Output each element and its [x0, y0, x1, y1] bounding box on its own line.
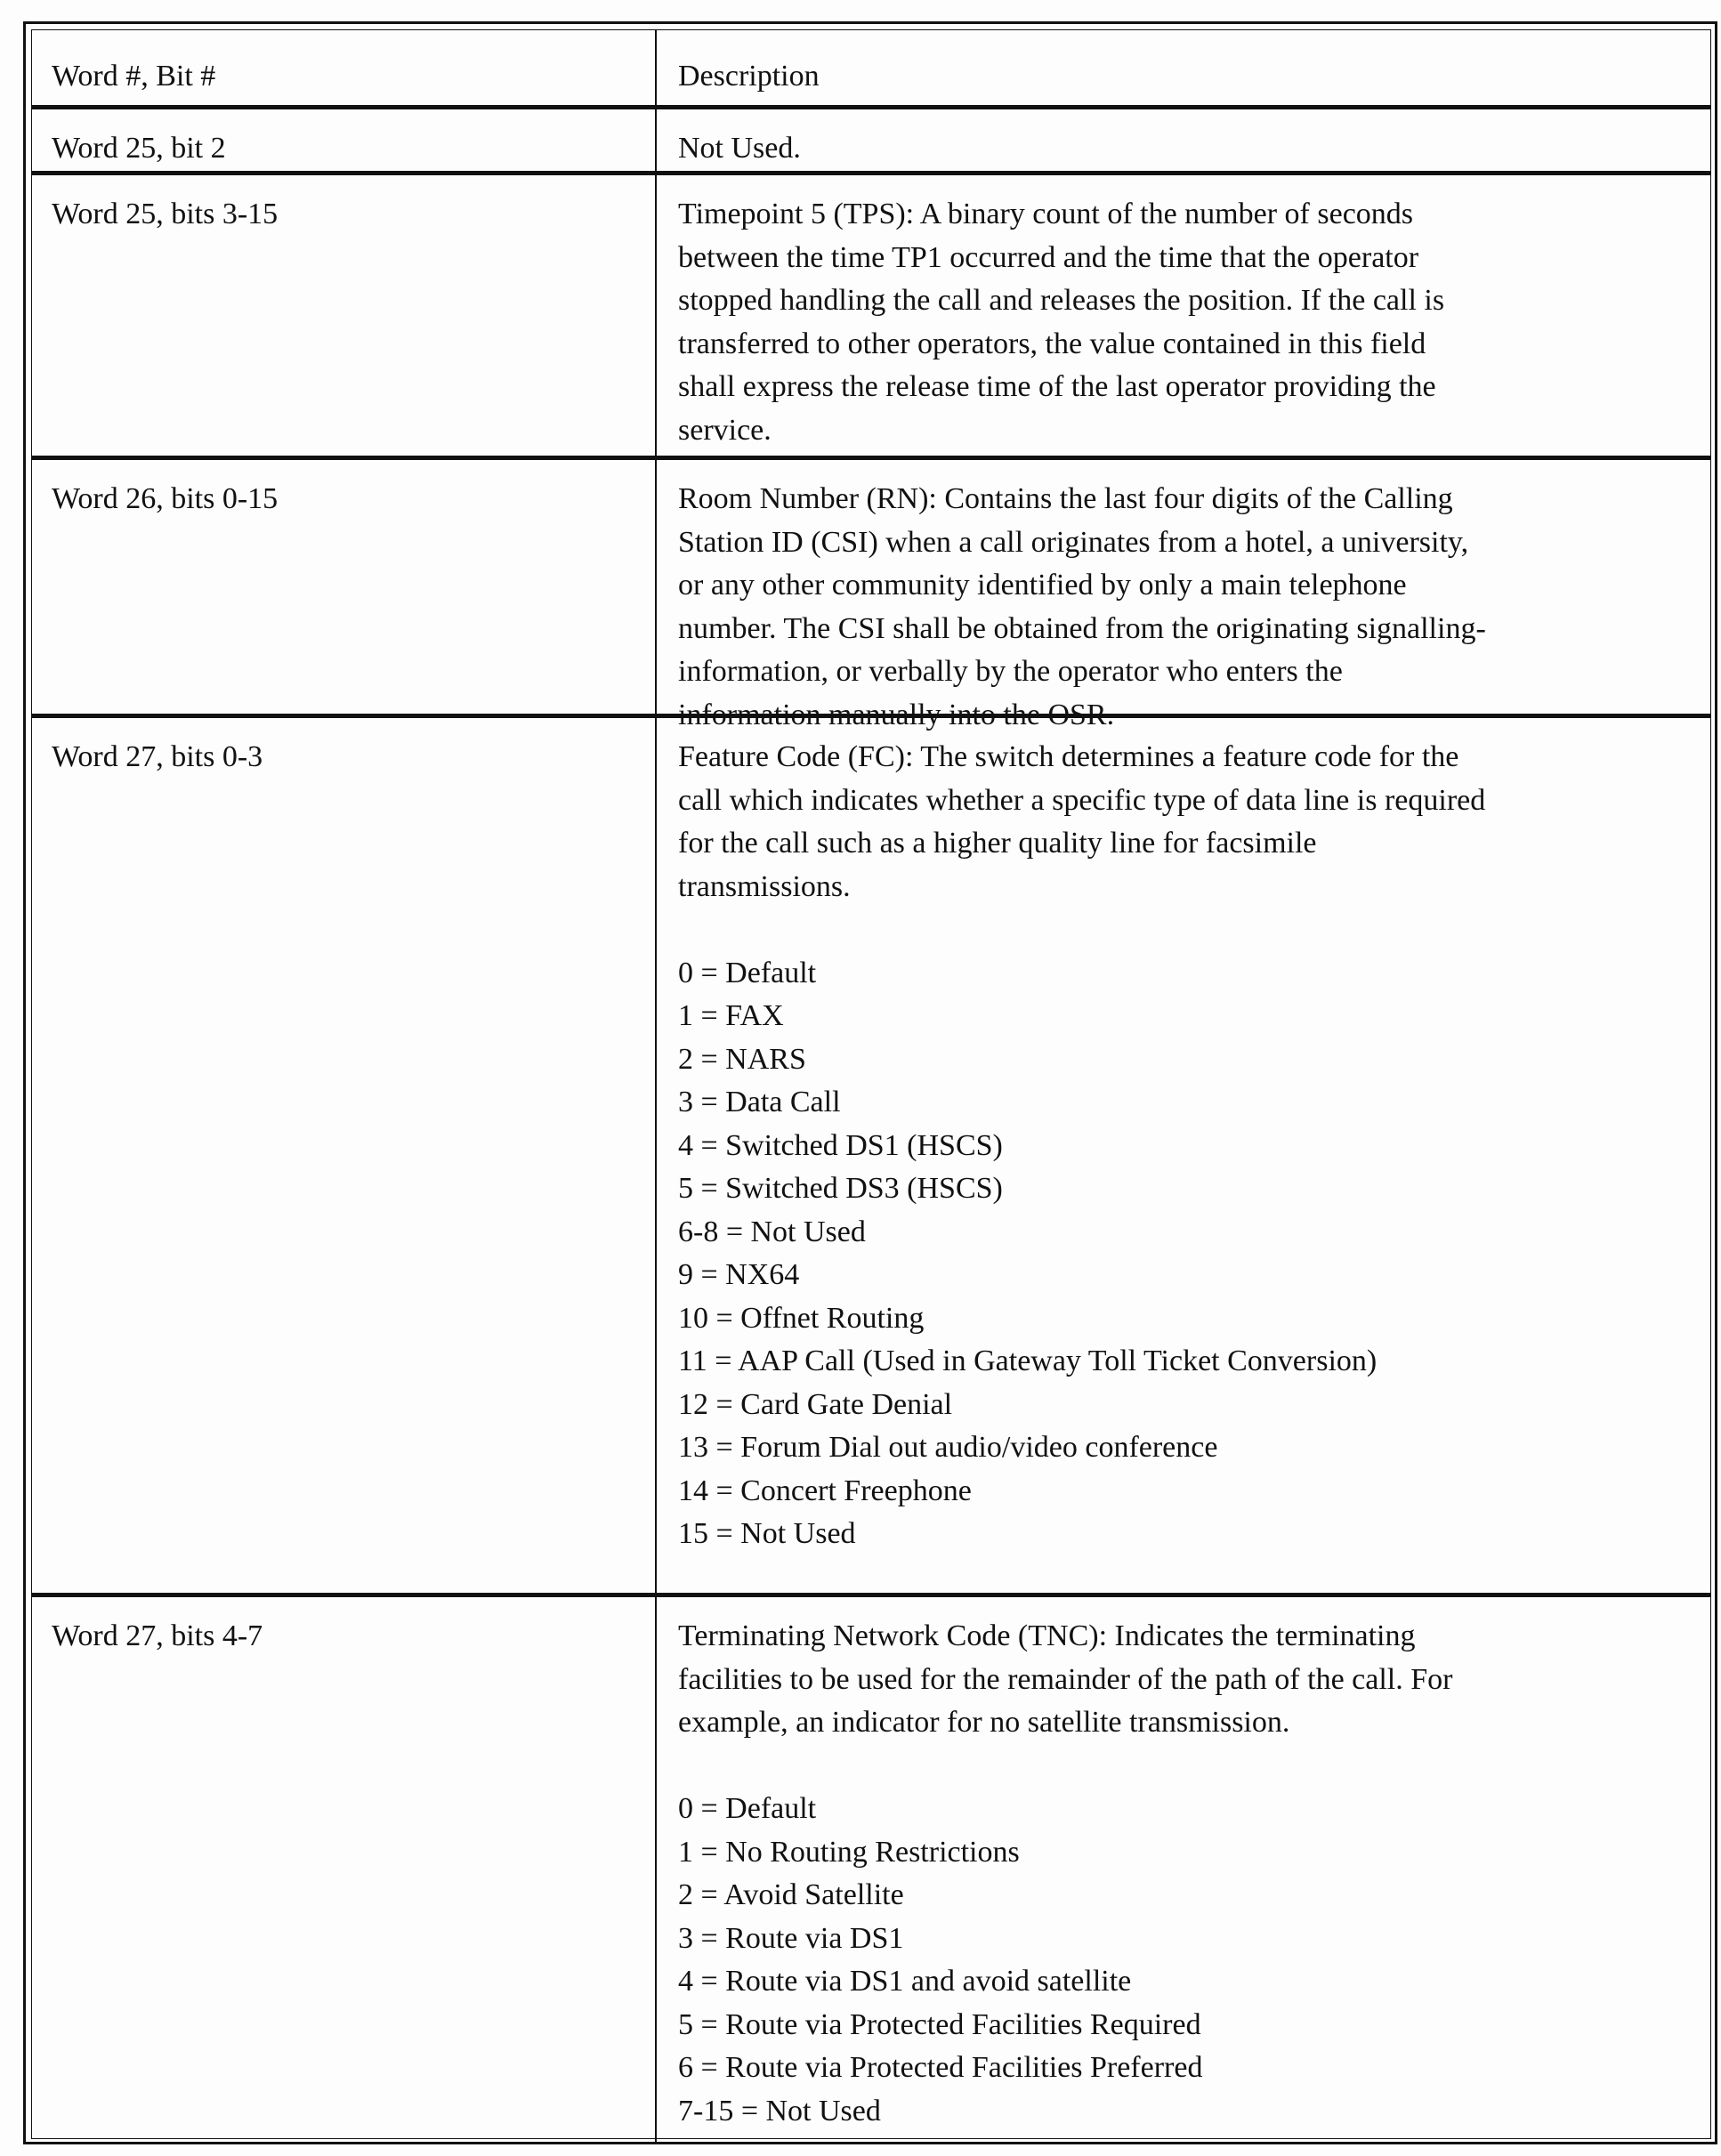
description-line: 14 = Concert Freephone [678, 1474, 972, 1507]
word-bit-cell [32, 1597, 657, 2143]
table-body [31, 29, 1711, 2139]
description-cell [657, 1597, 1710, 2143]
word-bit-cell [32, 109, 657, 171]
description-line: example, an indicator for no satellite transmission. [678, 1706, 1290, 1739]
description-line: between the time TP1 occurred and the time that the operator [678, 240, 1419, 274]
description-line: facilities to be used for the remainder of the path of the call. For [678, 1662, 1453, 1696]
word-bit-label: Word 25, bit 2 [52, 132, 226, 165]
description-cell [657, 175, 1710, 456]
description-line: 6 = Route via Protected Facilities Preferred [678, 2051, 1203, 2084]
description-line: transferred to other operators, the value contained in this field [678, 327, 1426, 360]
description-text [678, 193, 1444, 452]
description-line: Timepoint 5 (TPS): A binary count of the number of seconds [678, 198, 1414, 230]
table-row [32, 456, 1710, 731]
description-line: 12 = Card Gate Denial [678, 1387, 953, 1421]
description-text [678, 736, 1485, 1556]
description-line: 3 = Route via DS1 [678, 1921, 904, 1955]
description-line: 6-8 = Not Used [678, 1215, 866, 1248]
description-line: call which indicates whether a specific type of data line is required [678, 783, 1486, 817]
word-bit-cell [32, 718, 657, 1593]
header-cell-description [657, 30, 1710, 105]
word-bit-label: Word 26, bits 0-15 [52, 482, 279, 515]
description-line: Room Number (RN): Contains the last four digits of the Calling [678, 482, 1453, 515]
description-line: service. [678, 413, 772, 447]
description-line: for the call such as a higher quality line for facsimile [678, 827, 1317, 860]
word-bit-cell [32, 175, 657, 456]
description-line: 1 = FAX [678, 999, 784, 1032]
description-line: 15 = Not Used [678, 1517, 856, 1550]
description-text [678, 127, 801, 171]
description-line: or any other community identified by only a main telephone [678, 569, 1407, 602]
description-line: stopped handling the call and releases the position. If the call is [678, 284, 1445, 317]
description-line [678, 908, 1485, 952]
description-line: 5 = Switched DS3 (HSCS) [678, 1172, 1003, 1205]
description-line: number. The CSI shall be obtained from the originating signalling- [678, 611, 1486, 645]
word-bit-label: Word 25, bits 3-15 [52, 198, 279, 230]
description-line: Not Used. [678, 132, 801, 165]
description-line: 2 = NARS [678, 1042, 806, 1076]
description-line: shall express the release time of the last operator providing the [678, 370, 1436, 403]
description-line: transmissions. [678, 869, 851, 903]
table-row [32, 714, 1710, 1593]
description-line: 1 = No Routing Restrictions [678, 1835, 1020, 1869]
header-word-bit: Word #, Bit # [52, 60, 216, 93]
description-line: information, or verbally by the operator who enters the [678, 655, 1343, 688]
description-text [678, 478, 1486, 737]
description-line: information manually into the OSR. [678, 698, 1115, 731]
table-row [32, 1593, 1710, 2143]
header-description: Description [678, 60, 820, 93]
description-cell [657, 460, 1710, 731]
header-cell-word-bit [32, 30, 657, 105]
description-line: Terminating Network Code (TNC): Indicates the terminating [678, 1619, 1416, 1652]
description-line: 4 = Route via DS1 and avoid satellite [678, 1965, 1132, 1998]
description-line: 3 = Data Call [678, 1086, 841, 1118]
description-line: 2 = Avoid Satellite [678, 1878, 904, 1911]
description-line: Station ID (CSI) when a call originates from a hotel, a university, [678, 525, 1469, 559]
description-line: Feature Code (FC): The switch determines a feature code for the [678, 740, 1459, 773]
description-cell [657, 109, 1710, 171]
description-line: 9 = NX64 [678, 1258, 800, 1291]
description-line: 13 = Forum Dial out audio/video conference [678, 1431, 1218, 1464]
description-line: 0 = Default [678, 1792, 817, 1825]
description-line [678, 1745, 1452, 1789]
description-line: 5 = Route via Protected Facilities Required [678, 2007, 1201, 2041]
description-line: 11 = AAP Call (Used in Gateway Toll Ticket Conversion) [678, 1344, 1378, 1377]
description-line: 10 = Offnet Routing [678, 1301, 925, 1335]
word-bit-label: Word 27, bits 4-7 [52, 1619, 263, 1652]
word-bit-cell [32, 460, 657, 714]
description-line: 7-15 = Not Used [678, 2094, 881, 2128]
description-cell [657, 718, 1710, 1593]
table-header-row [32, 30, 1710, 105]
table-row [32, 171, 1710, 456]
word-bit-label: Word 27, bits 0-3 [52, 740, 263, 773]
bit-field-table [23, 21, 1717, 2144]
description-line: 0 = Default [678, 956, 817, 989]
description-line: 4 = Switched DS1 (HSCS) [678, 1128, 1003, 1162]
description-text [678, 1615, 1452, 2133]
table-row [32, 105, 1710, 171]
